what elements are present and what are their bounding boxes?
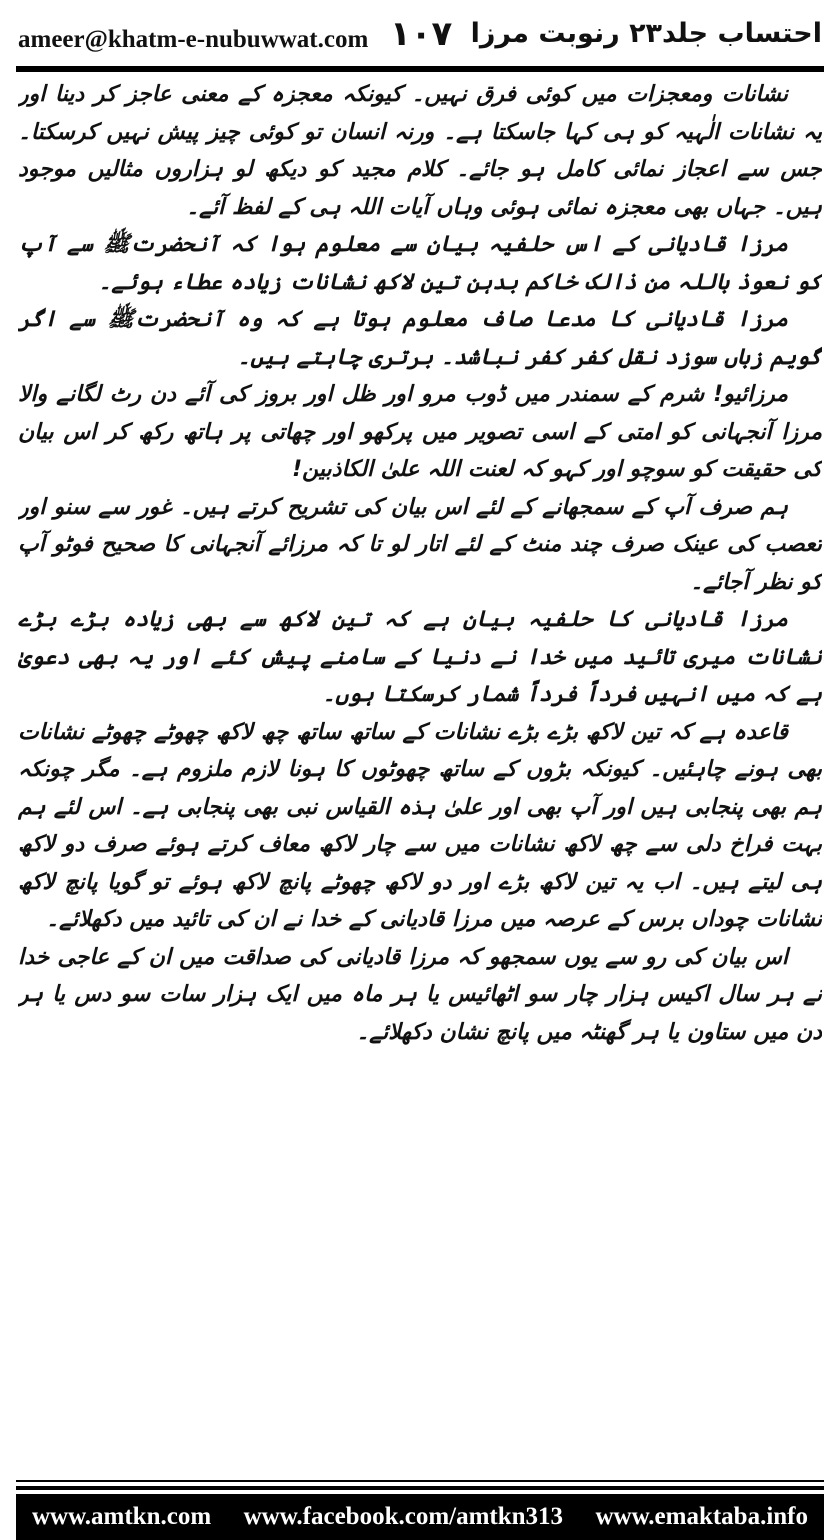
header-title: احتساب جلد۲۳ رنوبت مرزا xyxy=(470,18,822,49)
paragraph-1: نشانات ومعجزات میں کوئی فرق نہیں۔ کیونکہ معجزہ کے معنی عاجز کر دینا اور یہ نشانات الٰہیہ کو ہی کہا جاسکتا ہے۔ ورنہ انسان تو کوئی چیز پیش نہیں کرسکتا۔ جس سے اعجاز نمائی کامل ہو جائے۔ کلام مجید کو دیکھ لو ہزاروں مثالیں موجود ہیں۔ جہاں بھی معجزہ نمائی ہوئی وہاں آیات اللہ ہی کے لفظ آئے۔ xyxy=(18,82,822,220)
paragraph-6: مرزا قادیانی کا حلفیہ بیان ہے کہ تین لاکھ سے بھی زیادہ بڑے بڑے نشانات میری تائید میں خدا نے دنیا کے سامنے پیش کئے اور یہ بھی دعویٰ ہے کہ میں انہیں فرداً فرداً شمار کرسکتا ہوں۔ xyxy=(18,607,822,707)
footer-link-amtkn[interactable]: www.amtkn.com xyxy=(32,1503,212,1530)
footer-link-emaktaba[interactable]: www.emaktaba.info xyxy=(595,1503,808,1530)
footer-link-facebook[interactable]: www.facebook.com/amtkn313 xyxy=(243,1503,564,1530)
paragraph-2: مرزا قادیانی کے اس حلفیہ بیان سے معلوم ہوا کہ آنحضرتﷺ سے آپ کو نعوذ باللہ من ذالک خاکم بدہن تین لاکھ نشانات زیادہ عطاء ہوئے۔ xyxy=(18,232,822,295)
paragraph-3: مرزا قادیانی کا مدعا صاف معلوم ہوتا ہے کہ وہ آنحضرتﷺ سے اگر گویم زباں سوزد نقل کفر کفر نباشد۔ برتری چاہتے ہیں۔ xyxy=(18,307,822,370)
page-number: ١٠٧ xyxy=(390,14,453,54)
footer-rule-thick xyxy=(16,1486,824,1490)
paragraph-5: ہم صرف آپ کے سمجھانے کے لئے اس بیان کی تشریح کرتے ہیں۔ غور سے سنو اور تعصب کی عینک صرف چند منٹ کے لئے اتار لو تا کہ مرزائے آنجہانی کا صحیح فوٹو آپ کو نظر آجائے۔ xyxy=(18,494,822,595)
page-header xyxy=(18,12,822,64)
header-email: ameer@khatm-e-nubuwwat.com xyxy=(18,26,369,53)
paragraph-7: قاعدہ ہے کہ تین لاکھ بڑے بڑے نشانات کے ساتھ ساتھ چھ لاکھ چھوٹے چھوٹے نشانات بھی ہونے چاہئیں۔ کیونکہ بڑوں کے ساتھ چھوٹوں کا ہونا لازم ملزوم ہے۔ مگر چونکہ ہم بھی پنجابی ہیں اور آپ بھی اور علیٰ ہذہ القیاس نبی بھی پنجابی ہے۔ اس لئے ہم بہت فراخ دلی سے چھ لاکھ نشانات میں سے چار لاکھ معاف کرتے ہوئے صرف دو لاکھ ہی لیتے ہیں۔ اب یہ تین لاکھ بڑے اور دو لاکھ چھوٹے پانچ لاکھ ہوئے تو گویا پانچ لاکھ نشانات چوداں برس کے عرصہ میں مرزا قادیانی کے خدا نے ان کی تائید میں دکھلائے۔ xyxy=(18,719,822,932)
header-rule xyxy=(16,66,824,72)
page-body xyxy=(18,76,822,1474)
paragraph-8: اس بیان کی رو سے یوں سمجھو کہ مرزا قادیانی کی صداقت میں ان کے عاجی خدا نے ہر سال اکیس ہزار چار سو اٹھائیس یا ہر ماہ میں ایک ہزار سات سو دس یا ہر دن میں ستاون یا ہر گھنٹہ میں پانچ نشان دکھلائے۔ xyxy=(18,944,822,1045)
paragraph-4: مرزائیو! شرم کے سمندر میں ڈوب مرو اور ظل اور بروز کی آئے دن رٹ لگانے والا مرزا آنجہانی کو امتی کے اسی تصویر میں پرکھو اور چھاتی پر ہاتھ رکھ کر اس بیان کی حقیقت کو سوچو اور کہو کہ لعنت اللہ علیٰ الکاذبین! xyxy=(18,382,822,482)
footer-rule-thin xyxy=(16,1480,824,1482)
page-footer xyxy=(16,1494,824,1540)
